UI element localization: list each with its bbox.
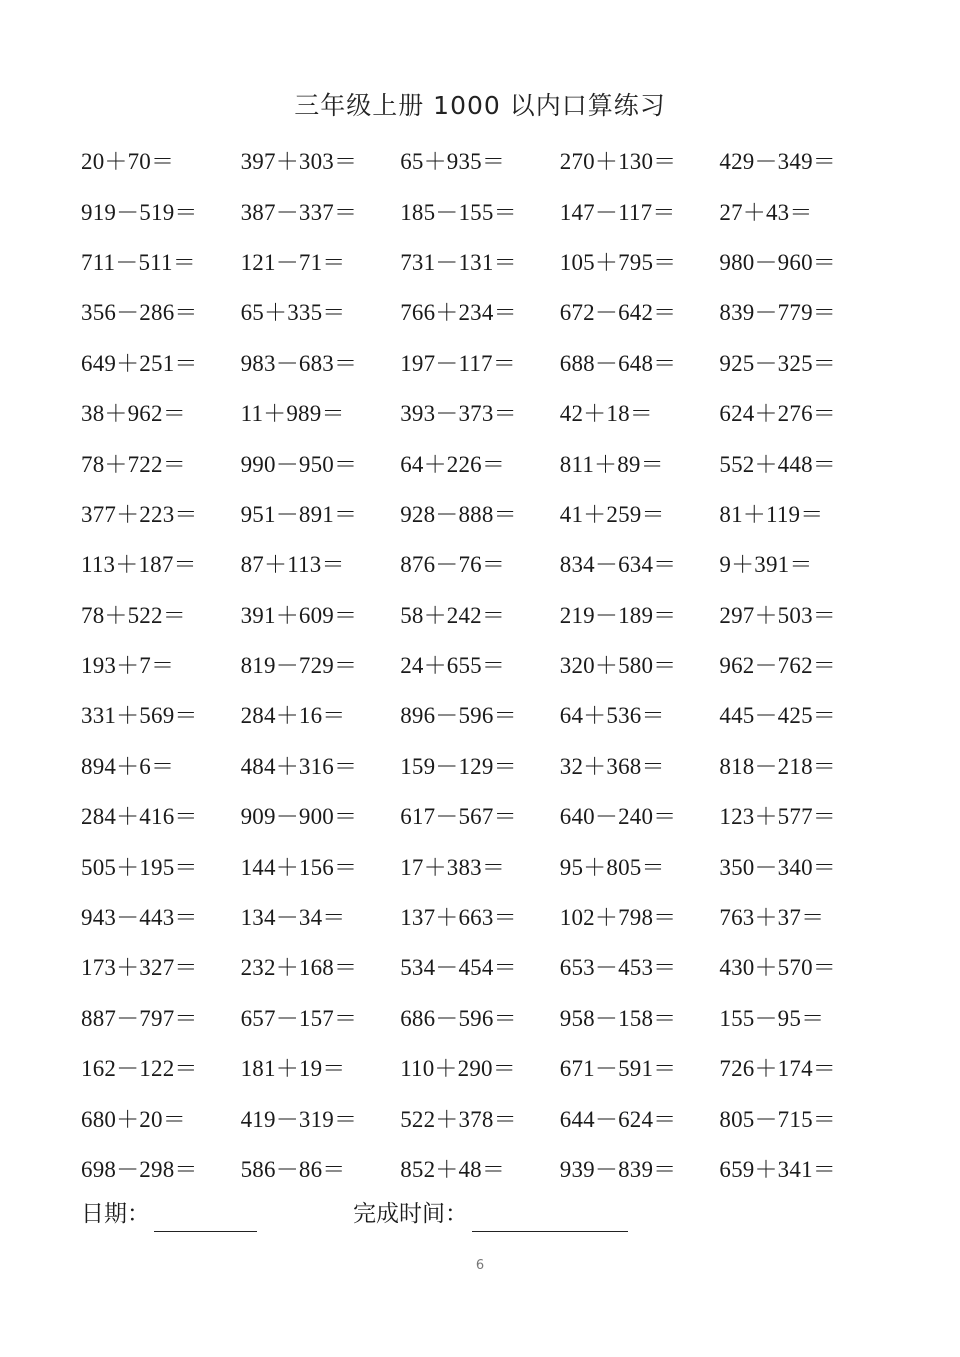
- arithmetic-problem: 185－155＝: [400, 199, 517, 225]
- arithmetic-problem: 121－71＝: [240, 249, 346, 275]
- arithmetic-problem: 24＋655＝: [400, 653, 506, 679]
- arithmetic-problem: 110＋290＝: [400, 1056, 516, 1082]
- arithmetic-problem: 387－337＝: [240, 199, 358, 225]
- arithmetic-problem: 197－117＝: [400, 350, 516, 376]
- arithmetic-problem: 671－591＝: [559, 1056, 677, 1082]
- arithmetic-problem: 522＋378＝: [400, 1106, 517, 1132]
- arithmetic-problem: 763＋37＝: [719, 905, 825, 931]
- arithmetic-problem: 356－286＝: [81, 300, 198, 326]
- arithmetic-problem: 680＋20＝: [81, 1106, 186, 1132]
- arithmetic-problem: 78＋522＝: [81, 602, 186, 628]
- arithmetic-problem: 983－683＝: [240, 350, 358, 376]
- arithmetic-problem: 644－624＝: [559, 1106, 677, 1132]
- arithmetic-problem: 105＋795＝: [559, 249, 677, 275]
- arithmetic-problem: 925－325＝: [719, 350, 836, 376]
- arithmetic-problem: 159－129＝: [400, 753, 517, 779]
- problem-row: [81, 540, 881, 590]
- arithmetic-problem: 38＋962＝: [81, 401, 186, 427]
- problem-row: [81, 641, 881, 691]
- arithmetic-problem: 419－319＝: [240, 1106, 358, 1132]
- arithmetic-problem: 123＋577＝: [719, 804, 836, 830]
- problem-row: [81, 792, 881, 842]
- arithmetic-problem: 95＋805＝: [559, 854, 665, 880]
- arithmetic-problem: 951－891＝: [240, 501, 358, 527]
- arithmetic-problem: 78＋722＝: [81, 451, 186, 477]
- arithmetic-problem: 659＋341＝: [719, 1157, 836, 1182]
- arithmetic-problem: 688－648＝: [559, 350, 677, 376]
- arithmetic-problem: 113＋187＝: [81, 552, 197, 578]
- arithmetic-problem: 393－373＝: [400, 401, 517, 427]
- arithmetic-problem: 320＋580＝: [559, 653, 677, 679]
- problem-row: [81, 994, 881, 1044]
- arithmetic-problem: 162－122＝: [81, 1056, 198, 1082]
- problem-row: [81, 439, 881, 489]
- arithmetic-problem: 484＋316＝: [240, 753, 358, 779]
- arithmetic-problem: 284＋16＝: [240, 703, 346, 729]
- arithmetic-problem: 20＋70＝: [81, 149, 175, 175]
- arithmetic-problem: 144＋156＝: [240, 854, 358, 880]
- arithmetic-problem: 397＋303＝: [240, 149, 358, 175]
- problem-row: [81, 339, 881, 389]
- arithmetic-problem: 552＋448＝: [719, 451, 836, 477]
- problem-row: [81, 1094, 881, 1144]
- arithmetic-problem: 87＋113＝: [240, 552, 345, 578]
- arithmetic-problem: 445－425＝: [719, 703, 836, 729]
- arithmetic-problem: 896－596＝: [400, 703, 517, 729]
- problem-row: [81, 288, 881, 338]
- arithmetic-problem: 173＋327＝: [81, 955, 198, 981]
- problem-row: [81, 591, 881, 641]
- problem-row: [81, 389, 881, 439]
- arithmetic-problem: 9＋391＝: [719, 552, 813, 578]
- arithmetic-problem: 617－567＝: [400, 804, 517, 830]
- arithmetic-problem: 430＋570＝: [719, 955, 836, 981]
- arithmetic-problem: 232＋168＝: [240, 955, 358, 981]
- arithmetic-problem: 852＋48＝: [400, 1157, 506, 1182]
- arithmetic-problem: 65＋335＝: [240, 300, 346, 326]
- arithmetic-problem: 41＋259＝: [559, 501, 665, 527]
- arithmetic-problem: 534－454＝: [400, 955, 517, 981]
- arithmetic-problem: 731－131＝: [400, 249, 517, 275]
- arithmetic-problem: 64＋226＝: [400, 451, 506, 477]
- arithmetic-problem: 834－634＝: [559, 552, 677, 578]
- arithmetic-problem: 919－519＝: [81, 199, 198, 225]
- arithmetic-problem: 657－157＝: [240, 1005, 358, 1031]
- arithmetic-problem: 909－900＝: [240, 804, 358, 830]
- arithmetic-problem: 894＋6＝: [81, 753, 175, 779]
- arithmetic-problem: 429－349＝: [719, 149, 836, 175]
- arithmetic-problem: 32＋368＝: [559, 753, 665, 779]
- arithmetic-problem: 887－797＝: [81, 1005, 198, 1031]
- problem-row: [81, 742, 881, 792]
- arithmetic-problem: 686－596＝: [400, 1005, 517, 1031]
- problem-grid: [81, 137, 881, 1195]
- problem-row: [81, 943, 881, 993]
- problem-row: [81, 842, 881, 892]
- arithmetic-problem: 17＋383＝: [400, 854, 506, 880]
- arithmetic-problem: 962－762＝: [719, 653, 836, 679]
- date-blank-line[interactable]: [154, 1203, 257, 1232]
- arithmetic-problem: 331＋569＝: [81, 703, 198, 729]
- arithmetic-problem: 819－729＝: [240, 653, 358, 679]
- page-number: 6: [475, 1258, 485, 1273]
- arithmetic-problem: 155－95＝: [719, 1005, 825, 1031]
- arithmetic-problem: 64＋536＝: [559, 703, 665, 729]
- arithmetic-problem: 297＋503＝: [719, 602, 836, 628]
- arithmetic-problem: 219－189＝: [559, 602, 677, 628]
- arithmetic-problem: 640－240＝: [559, 804, 677, 830]
- problem-row: [81, 1044, 881, 1094]
- arithmetic-problem: 58＋242＝: [400, 602, 506, 628]
- arithmetic-problem: 958－158＝: [559, 1005, 677, 1031]
- arithmetic-problem: 284＋416＝: [81, 804, 198, 830]
- problem-row: [81, 1145, 881, 1195]
- arithmetic-problem: 711－511＝: [81, 249, 196, 275]
- arithmetic-problem: 193＋7＝: [81, 653, 175, 679]
- date-field: [81, 1196, 257, 1232]
- arithmetic-problem: 876－76＝: [400, 552, 506, 578]
- problem-row: [81, 238, 881, 288]
- arithmetic-problem: 270＋130＝: [559, 149, 677, 175]
- problem-row: [81, 893, 881, 943]
- completion-time-blank-line[interactable]: [472, 1203, 628, 1232]
- problem-row: [81, 137, 881, 187]
- problem-row: [81, 187, 881, 237]
- arithmetic-problem: 805－715＝: [719, 1106, 836, 1132]
- arithmetic-problem: 505＋195＝: [81, 854, 198, 880]
- arithmetic-problem: 377＋223＝: [81, 501, 198, 527]
- arithmetic-problem: 990－950＝: [240, 451, 358, 477]
- date-label: 日期：: [81, 1201, 150, 1227]
- arithmetic-problem: 181＋19＝: [240, 1056, 346, 1082]
- problem-row: [81, 691, 881, 741]
- arithmetic-problem: 27＋43＝: [719, 199, 813, 225]
- arithmetic-problem: 766＋234＝: [400, 300, 517, 326]
- problem-row: [81, 490, 881, 540]
- page-title: 三年级上册 1000 以内口算练习: [294, 91, 666, 120]
- completion-time-field: [353, 1196, 628, 1232]
- arithmetic-problem: 943－443＝: [81, 905, 198, 931]
- arithmetic-problem: 653－453＝: [559, 955, 677, 981]
- arithmetic-problem: 147－117＝: [559, 199, 676, 225]
- arithmetic-problem: 928－888＝: [400, 501, 517, 527]
- arithmetic-problem: 102＋798＝: [559, 905, 677, 931]
- arithmetic-problem: 939－839＝: [559, 1157, 677, 1182]
- arithmetic-problem: 818－218＝: [719, 753, 836, 779]
- arithmetic-problem: 980－960＝: [719, 249, 836, 275]
- arithmetic-problem: 624＋276＝: [719, 401, 836, 427]
- arithmetic-problem: 65＋935＝: [400, 149, 506, 175]
- arithmetic-problem: 586－86＝: [240, 1157, 346, 1182]
- arithmetic-problem: 391＋609＝: [240, 602, 358, 628]
- arithmetic-problem: 726＋174＝: [719, 1056, 836, 1082]
- arithmetic-problem: 134－34＝: [240, 905, 346, 931]
- arithmetic-problem: 137＋663＝: [400, 905, 517, 931]
- arithmetic-problem: 81＋119＝: [719, 501, 824, 527]
- arithmetic-problem: 649＋251＝: [81, 350, 198, 376]
- arithmetic-problem: 811＋89＝: [559, 451, 664, 477]
- completion-time-label: 完成时间：: [353, 1201, 468, 1227]
- arithmetic-problem: 11＋989＝: [240, 401, 345, 427]
- arithmetic-problem: 839－779＝: [719, 300, 836, 326]
- arithmetic-problem: 42＋18＝: [559, 401, 653, 427]
- arithmetic-problem: 350－340＝: [719, 854, 836, 880]
- arithmetic-problem: 698－298＝: [81, 1157, 198, 1182]
- arithmetic-problem: 672－642＝: [559, 300, 677, 326]
